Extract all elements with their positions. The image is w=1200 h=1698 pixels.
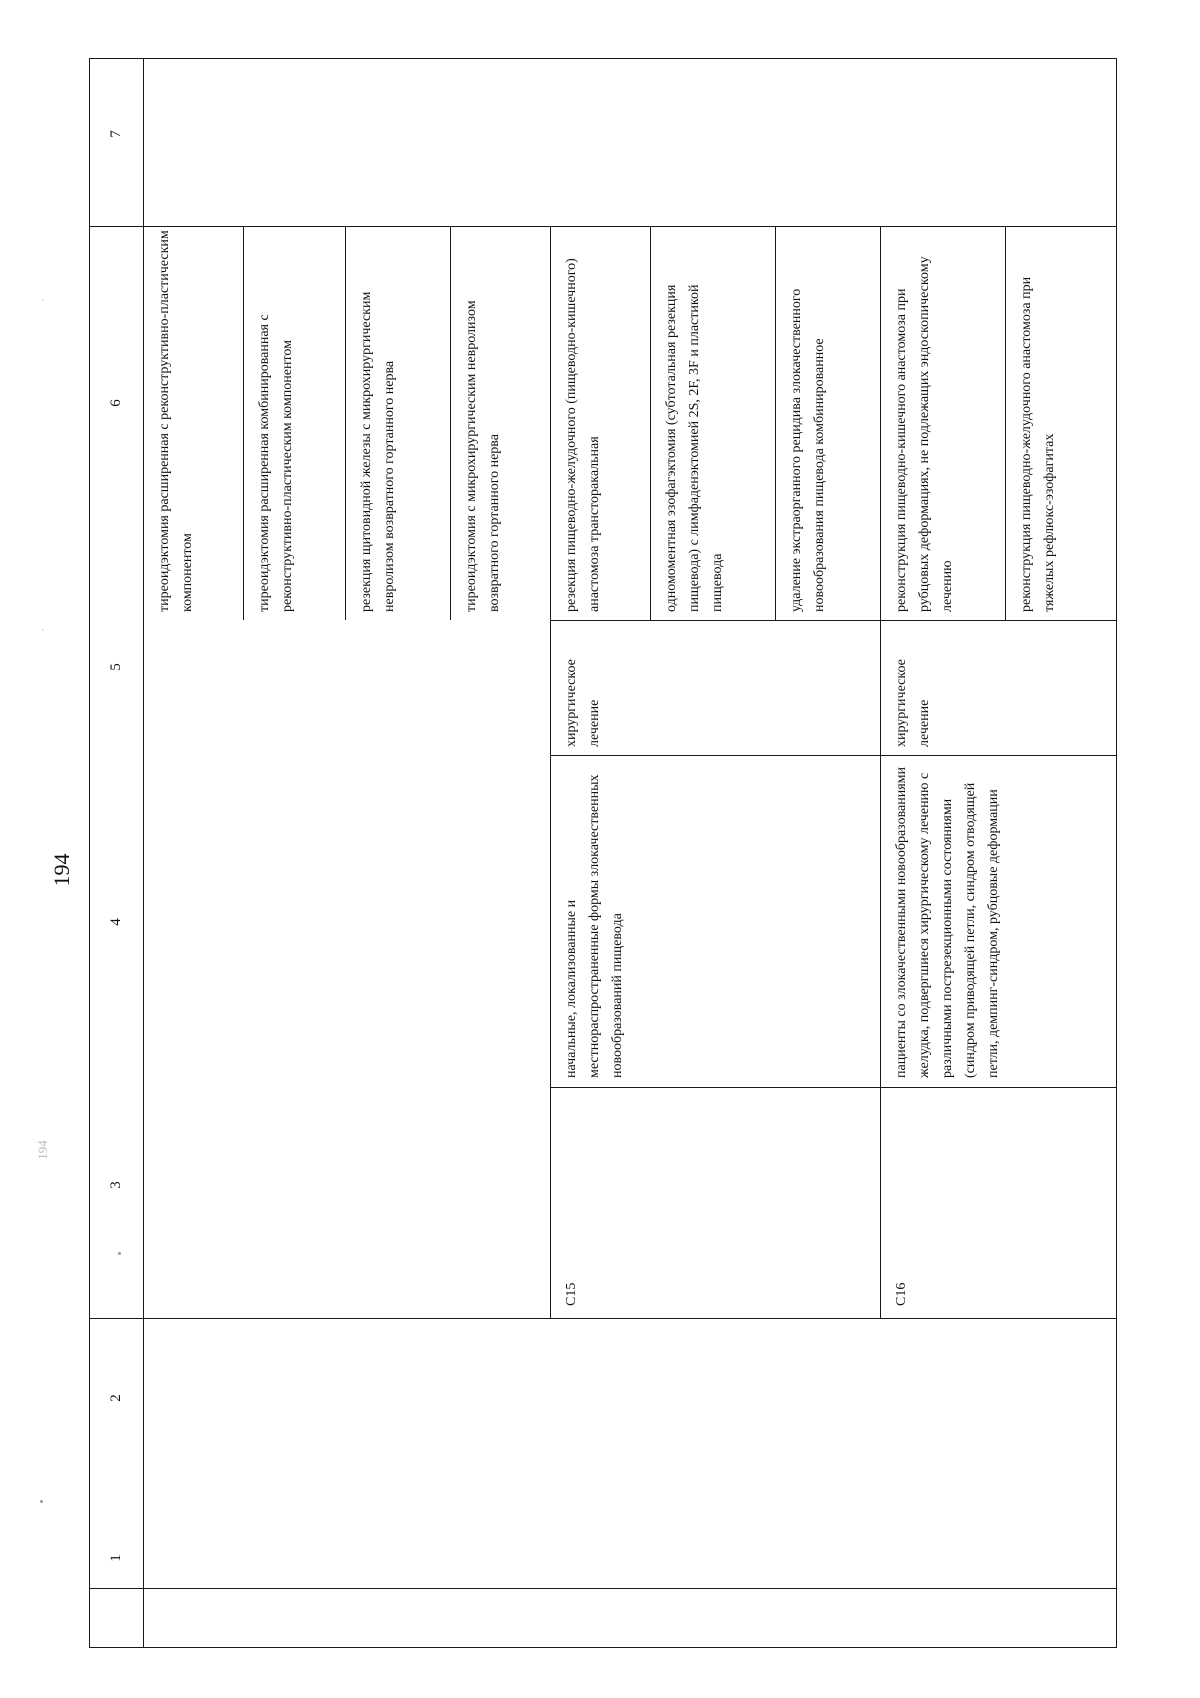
procedure-cell: тиреоидэктомия расширенная с реконструктивно-пластическим компонентом xyxy=(157,230,195,612)
treatment-type-cell: хирургическое лечение xyxy=(894,659,932,747)
column-number-5: 5 xyxy=(108,663,124,671)
subrow-separator xyxy=(1005,226,1006,620)
procedure-cell: реконструкция пищеводно-кишечного анастомоза при рубцовых деформациях, не подлежащих эндоскопическому лечению xyxy=(894,256,955,612)
ghost-mark: · xyxy=(35,297,50,303)
subrow-separator xyxy=(243,226,244,620)
column-number-2: 2 xyxy=(108,1394,124,1402)
ghost-mark: · xyxy=(35,627,50,633)
procedure-cell: резекция щитовидной железы с микрохирургическим невролизом возвратного гортанного нерва xyxy=(359,291,397,612)
procedure-cell: реконструкция пищеводно-желудочного анастомоза при тяжелых рефлюкс-эзофагитах xyxy=(1019,276,1057,612)
treatment-type-cell: хирургическое лечение xyxy=(564,659,602,747)
condition-cell: начальные, локализованные и местнораспространенные формы злокачественных новообразований пищевода xyxy=(564,774,625,1078)
row-separator xyxy=(880,226,881,1318)
subrow-separator xyxy=(650,226,651,620)
column-number-3: 3 xyxy=(108,1181,124,1189)
subrow-separator xyxy=(345,226,346,620)
column-border xyxy=(89,1318,1117,1319)
condition-cell: пациенты со злокачественными новообразованиями желудка, подвергшиеся хирургическому лечению с различными пострезекционными состояниями (синдром приводящей петли, синдром отводящей петли, демпинг-синдром, рубцовые деформации xyxy=(894,766,1001,1078)
column-number-4: 4 xyxy=(108,918,124,926)
procedure-cell: тиреоидэктомия с микрохирургическим невролизом возвратного гортанного нерва xyxy=(464,300,502,612)
row-separator xyxy=(550,226,551,1318)
column-number-7: 7 xyxy=(108,130,124,138)
column-border xyxy=(550,620,1117,621)
procedure-cell: одномоментная эзофагэктомия (субтотальная резекция пищевода) с лимфаденэктомией 2S, 2F, 3F и пластикой пищевода xyxy=(664,284,725,612)
ghost-page-number: 194 xyxy=(35,1140,50,1160)
code-cell-c16: C16 xyxy=(894,1282,909,1306)
header-divider xyxy=(143,58,144,1648)
procedure-cell: резекция пищеводно-желудочного (пищеводно-кишечного) анастомоза трансторакальная xyxy=(564,258,602,612)
page-number: 194 xyxy=(49,853,74,887)
column-number-6: 6 xyxy=(108,399,124,407)
procedure-cell: удаление экстраорганного рецидива злокачественного новообразования пищевода комбинированное xyxy=(789,288,827,612)
scan-speck xyxy=(40,1500,43,1503)
subrow-separator xyxy=(775,226,776,620)
column-number-1: 1 xyxy=(108,1554,124,1562)
procedure-cell: тиреоидэктомия расширенная комбинированная с реконструктивно-пластическим компонентом xyxy=(257,314,295,612)
column-border xyxy=(550,1087,1117,1088)
subrow-separator xyxy=(450,226,451,620)
column-border xyxy=(89,1588,1117,1589)
code-cell-c15: C15 xyxy=(564,1282,579,1306)
column-border xyxy=(550,755,1117,756)
